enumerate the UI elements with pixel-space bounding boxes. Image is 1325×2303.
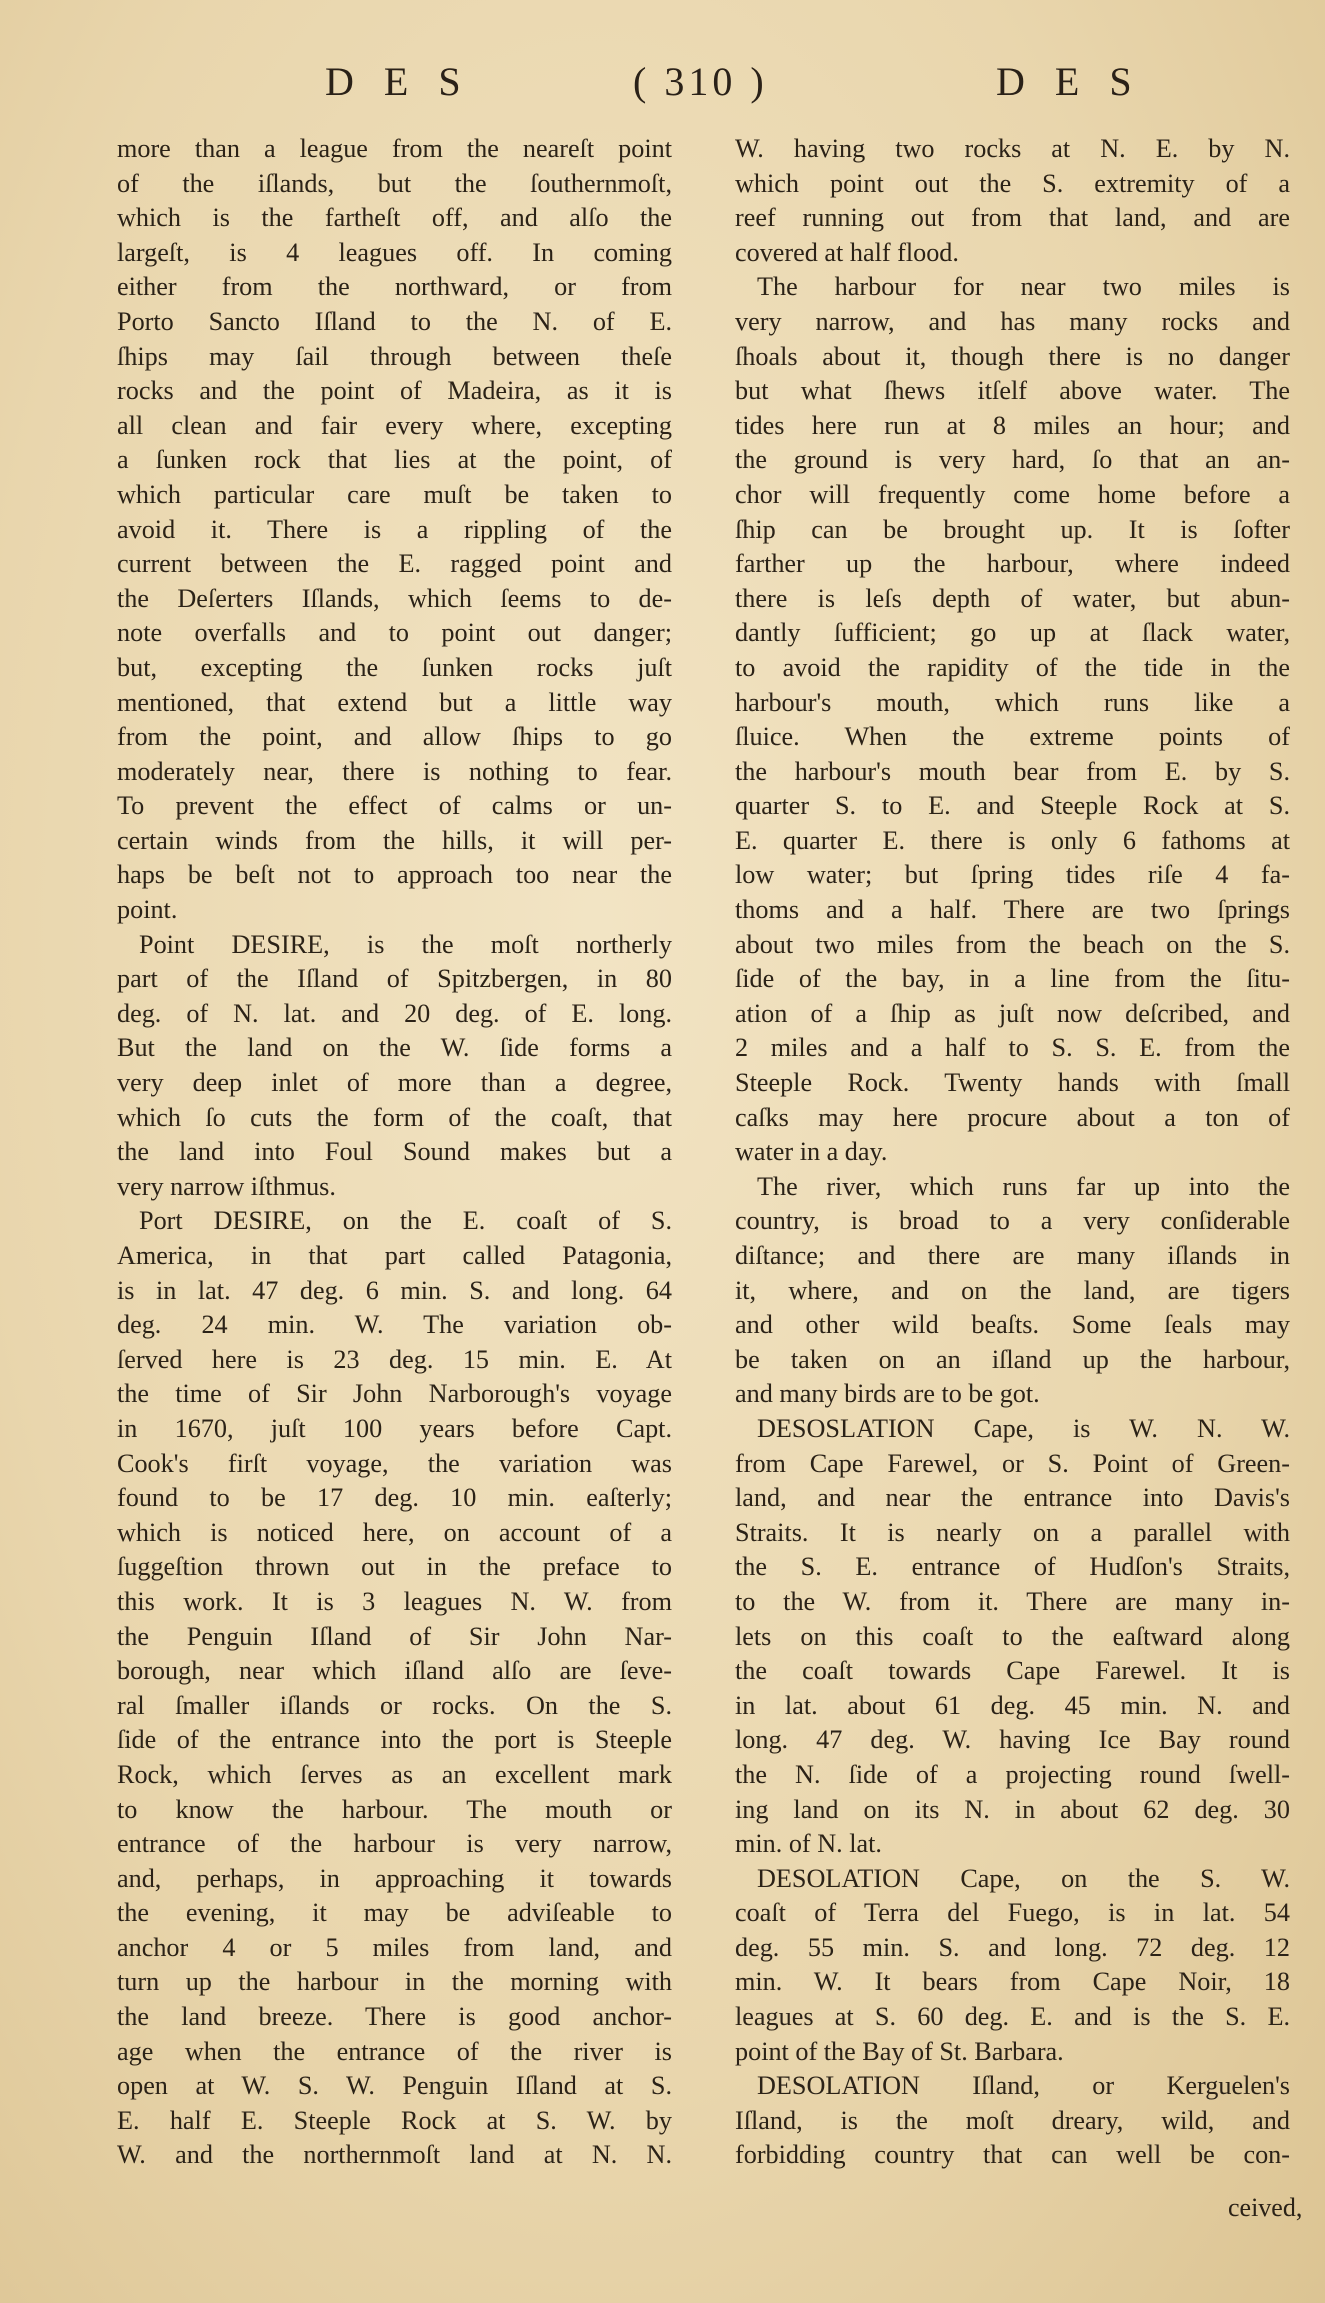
text-line: reef running out from that land, and are [735, 203, 1290, 233]
header-left-title: D E S [325, 59, 471, 104]
text-line: the evening, it may be adviſeable to [117, 1898, 672, 1928]
text-line: leagues at S. 60 deg. E. and is the S. E. [735, 2002, 1290, 2032]
text-line: caſks may here procure about a ton of [735, 1102, 1290, 1132]
text-line: ſerved here is 23 deg. 15 min. E. At [117, 1344, 672, 1374]
text-line: but what ſhews itſelf above water. The [735, 376, 1290, 406]
text-line: min. of N. lat. [735, 1829, 882, 1859]
text-line: Straits. It is nearly on a parallel with [735, 1517, 1290, 1547]
text-line: Porto Sancto Iſland to the N. of E. [117, 306, 672, 336]
text-line: long. 47 deg. W. having Ice Bay round [735, 1725, 1290, 1755]
text-line: Cook's firſt voyage, the variation was [117, 1448, 672, 1478]
text-line: DESOLATION Cape, on the S. W. [757, 1863, 1290, 1893]
text-line: and many birds are to be got. [735, 1379, 1040, 1409]
text-line: coaſt of Terra del Fuego, is in lat. 54 [735, 1898, 1290, 1928]
text-line: ſluice. When the extreme points of [735, 722, 1290, 752]
text-line: found to be 17 deg. 10 min. eaſterly; [117, 1483, 672, 1513]
text-line: the land into Foul Sound makes but a [117, 1137, 672, 1167]
text-line: very deep inlet of more than a degree, [117, 1068, 672, 1098]
left-text-column [117, 132, 672, 2173]
text-line: Port DESIRE, on the E. coaſt of S. [139, 1206, 672, 1236]
text-line: ſhoals about it, though there is no danger [735, 341, 1290, 371]
text-line: be taken on an iſland up the harbour, [735, 1344, 1290, 1374]
text-line: of the iſlands, but the ſouthernmoſt, [117, 168, 672, 198]
text-line: dantly ſufficient; go up at ſlack water, [735, 618, 1290, 648]
text-line: open at W. S. W. Penguin Iſland at S. [117, 2071, 672, 2101]
text-line: turn up the harbour in the morning with [117, 1967, 672, 1997]
text-line: But the land on the W. ſide forms a [117, 1033, 672, 1063]
text-line: tides here run at 8 miles an hour; and [735, 410, 1290, 440]
text-line: the S. E. entrance of Hudſon's Straits, [735, 1552, 1290, 1582]
text-line: the Deſerters Iſlands, which ſeems to de- [117, 583, 672, 613]
text-line: to the W. from it. There are many in- [735, 1586, 1290, 1616]
text-line: farther up the harbour, where indeed [735, 549, 1290, 579]
text-line: thoms and a half. There are two ſprings [735, 895, 1290, 925]
text-line: deg. of N. lat. and 20 deg. of E. long. [117, 998, 672, 1028]
text-line: the N. ſide of a projecting round ſwell- [735, 1759, 1290, 1789]
text-line: but, excepting the ſunken rocks juſt [117, 652, 672, 682]
text-line: min. W. It bears from Cape Noir, 18 [735, 1967, 1290, 1997]
text-line: more than a league from the neareſt point [117, 134, 672, 163]
text-line: ſuggeſtion thrown out in the preface to [117, 1552, 672, 1582]
text-line: borough, near which iſland alſo are ſeve- [117, 1656, 672, 1686]
text-line: point of the Bay of St. Barbara. [735, 2036, 1064, 2066]
text-line: chor will frequently come home before a [735, 479, 1290, 509]
text-line: forbidding country that can well be con- [735, 2140, 1290, 2170]
text-line: from the point, and allow ſhips to go [117, 722, 672, 752]
text-line: America, in that part called Patagonia, [117, 1241, 672, 1270]
text-line: very narrow, and has many rocks and [735, 306, 1290, 336]
text-line: ation of a ſhip as juſt now deſcribed, and [735, 998, 1290, 1028]
text-line: rocks and the point of Madeira, as it is [117, 376, 672, 406]
text-line: ral ſmaller iſlands or rocks. On the S. [117, 1690, 672, 1720]
text-line: W. and the northernmoſt land at N. N. [117, 2140, 672, 2170]
text-line: ſhips may ſail through between theſe [117, 341, 672, 371]
text-line: lets on this coaſt to the eaſtward along [735, 1621, 1290, 1651]
text-line: a ſunken rock that lies at the point, of [117, 445, 672, 475]
text-line: part of the Iſland of Spitzbergen, in 80 [117, 964, 672, 994]
text-line: Iſland, is the moſt dreary, wild, and [735, 2105, 1290, 2135]
text-line: which ſo cuts the form of the coaſt, that [117, 1102, 672, 1132]
text-line: the land breeze. There is good anchor- [117, 2002, 672, 2032]
text-line: Rock, which ſerves as an excellent mark [117, 1759, 672, 1789]
text-line: is in lat. 47 deg. 6 min. S. and long. 64 [117, 1275, 672, 1305]
text-line: to avoid the rapidity of the tide in the [735, 652, 1290, 682]
text-line: the time of Sir John Narborough's voyage [117, 1379, 672, 1409]
text-line: current between the E. ragged point and [117, 549, 672, 579]
text-line: which point out the S. extremity of a [735, 168, 1290, 198]
text-line: largeſt, is 4 leagues off. In coming [117, 237, 672, 267]
text-line: E. half E. Steeple Rock at S. W. by [117, 2105, 672, 2135]
text-line: which particular care muſt be taken to [117, 479, 672, 509]
text-line: DESOSLATION Cape, is W. N. W. [757, 1413, 1290, 1443]
text-line: avoid it. There is a rippling of the [117, 514, 672, 544]
text-line: either from the northward, or from [117, 272, 672, 302]
text-line: The river, which runs far up into the [757, 1171, 1290, 1201]
text-line: mentioned, that extend but a little way [117, 687, 672, 717]
text-line: 2 miles and a half to S. S. E. from the [735, 1033, 1290, 1063]
text-line: and, perhaps, in approaching it towards [117, 1863, 672, 1893]
text-line: deg. 24 min. W. The variation ob- [117, 1310, 672, 1340]
text-line: water in a day. [735, 1137, 888, 1167]
text-line: diſtance; and there are many iſlands in [735, 1241, 1290, 1270]
header-right-title: D E S [996, 59, 1142, 104]
text-line: land, and near the entrance into Davis's [735, 1483, 1290, 1513]
text-line: Point DESIRE, is the moſt northerly [139, 929, 672, 959]
text-line: ſhip can be brought up. It is ſofter [735, 514, 1290, 544]
text-line: W. having two rocks at N. E. by N. [735, 134, 1290, 163]
text-line: all clean and fair every where, excepting [117, 410, 672, 440]
text-line: anchor 4 or 5 miles from land, and [117, 1932, 672, 1962]
text-line: haps be beſt not to approach too near the [117, 860, 672, 890]
text-line: point. [117, 895, 178, 925]
catchword: ceived, [1228, 2193, 1303, 2222]
text-line: DESOLATION Iſland, or Kerguelen's [757, 2071, 1290, 2101]
text-line: entrance of the harbour is very narrow, [117, 1829, 672, 1859]
text-line: Steeple Rock. Twenty hands with ſmall [735, 1068, 1290, 1098]
text-line: in 1670, juſt 100 years before Capt. [117, 1413, 672, 1443]
text-line: in lat. about 61 deg. 45 min. N. and [735, 1690, 1290, 1720]
text-line: E. quarter E. there is only 6 fathoms at [735, 825, 1290, 855]
text-line: The harbour for near two miles is [757, 272, 1290, 302]
page-number: ( 310 ) [633, 59, 768, 104]
text-line: it, where, and on the land, are tigers [735, 1275, 1290, 1305]
text-line: ſide of the entrance into the port is Steeple [117, 1725, 672, 1755]
text-line: low water; but ſpring tides riſe 4 fa- [735, 860, 1290, 890]
text-line: note overfalls and to point out danger; [117, 618, 672, 648]
text-line: which is noticed here, on account of a [117, 1517, 672, 1547]
text-line: very narrow iſthmus. [117, 1171, 336, 1201]
text-line: the ground is very hard, ſo that an an- [735, 445, 1290, 475]
text-line: to know the harbour. The mouth or [117, 1794, 672, 1824]
text-line: this work. It is 3 leagues N. W. from [117, 1586, 672, 1616]
text-line: deg. 55 min. S. and long. 72 deg. 12 [735, 1932, 1290, 1962]
text-line: ſide of the bay, in a line from the ſitu- [735, 964, 1290, 994]
text-line: which is the fartheſt off, and alſo the [117, 203, 672, 233]
text-line: there is leſs depth of water, but abun- [735, 583, 1290, 613]
running-header [0, 58, 1325, 118]
text-line: about two miles from the beach on the S. [735, 929, 1290, 959]
text-line: covered at half flood. [735, 237, 959, 267]
text-line: quarter S. to E. and Steeple Rock at S. [735, 791, 1290, 821]
right-text-column [735, 132, 1290, 2173]
text-line: and other wild beaſts. Some ſeals may [735, 1310, 1290, 1340]
text-line: ing land on its N. in about 62 deg. 30 [735, 1794, 1290, 1824]
text-line: harbour's mouth, which runs like a [735, 687, 1290, 717]
text-line: the coaſt towards Cape Farewel. It is [735, 1656, 1290, 1686]
text-line: certain winds from the hills, it will per- [117, 825, 672, 855]
text-line: age when the entrance of the river is [117, 2036, 672, 2066]
text-line: moderately near, there is nothing to fear. [117, 756, 672, 786]
text-line: the harbour's mouth bear from E. by S. [735, 756, 1290, 786]
text-line: country, is broad to a very conſiderable [735, 1206, 1290, 1236]
text-line: the Penguin Iſland of Sir John Nar- [117, 1621, 672, 1651]
text-line: from Cape Farewel, or S. Point of Green- [735, 1448, 1290, 1478]
text-line: To prevent the effect of calms or un- [117, 791, 672, 821]
